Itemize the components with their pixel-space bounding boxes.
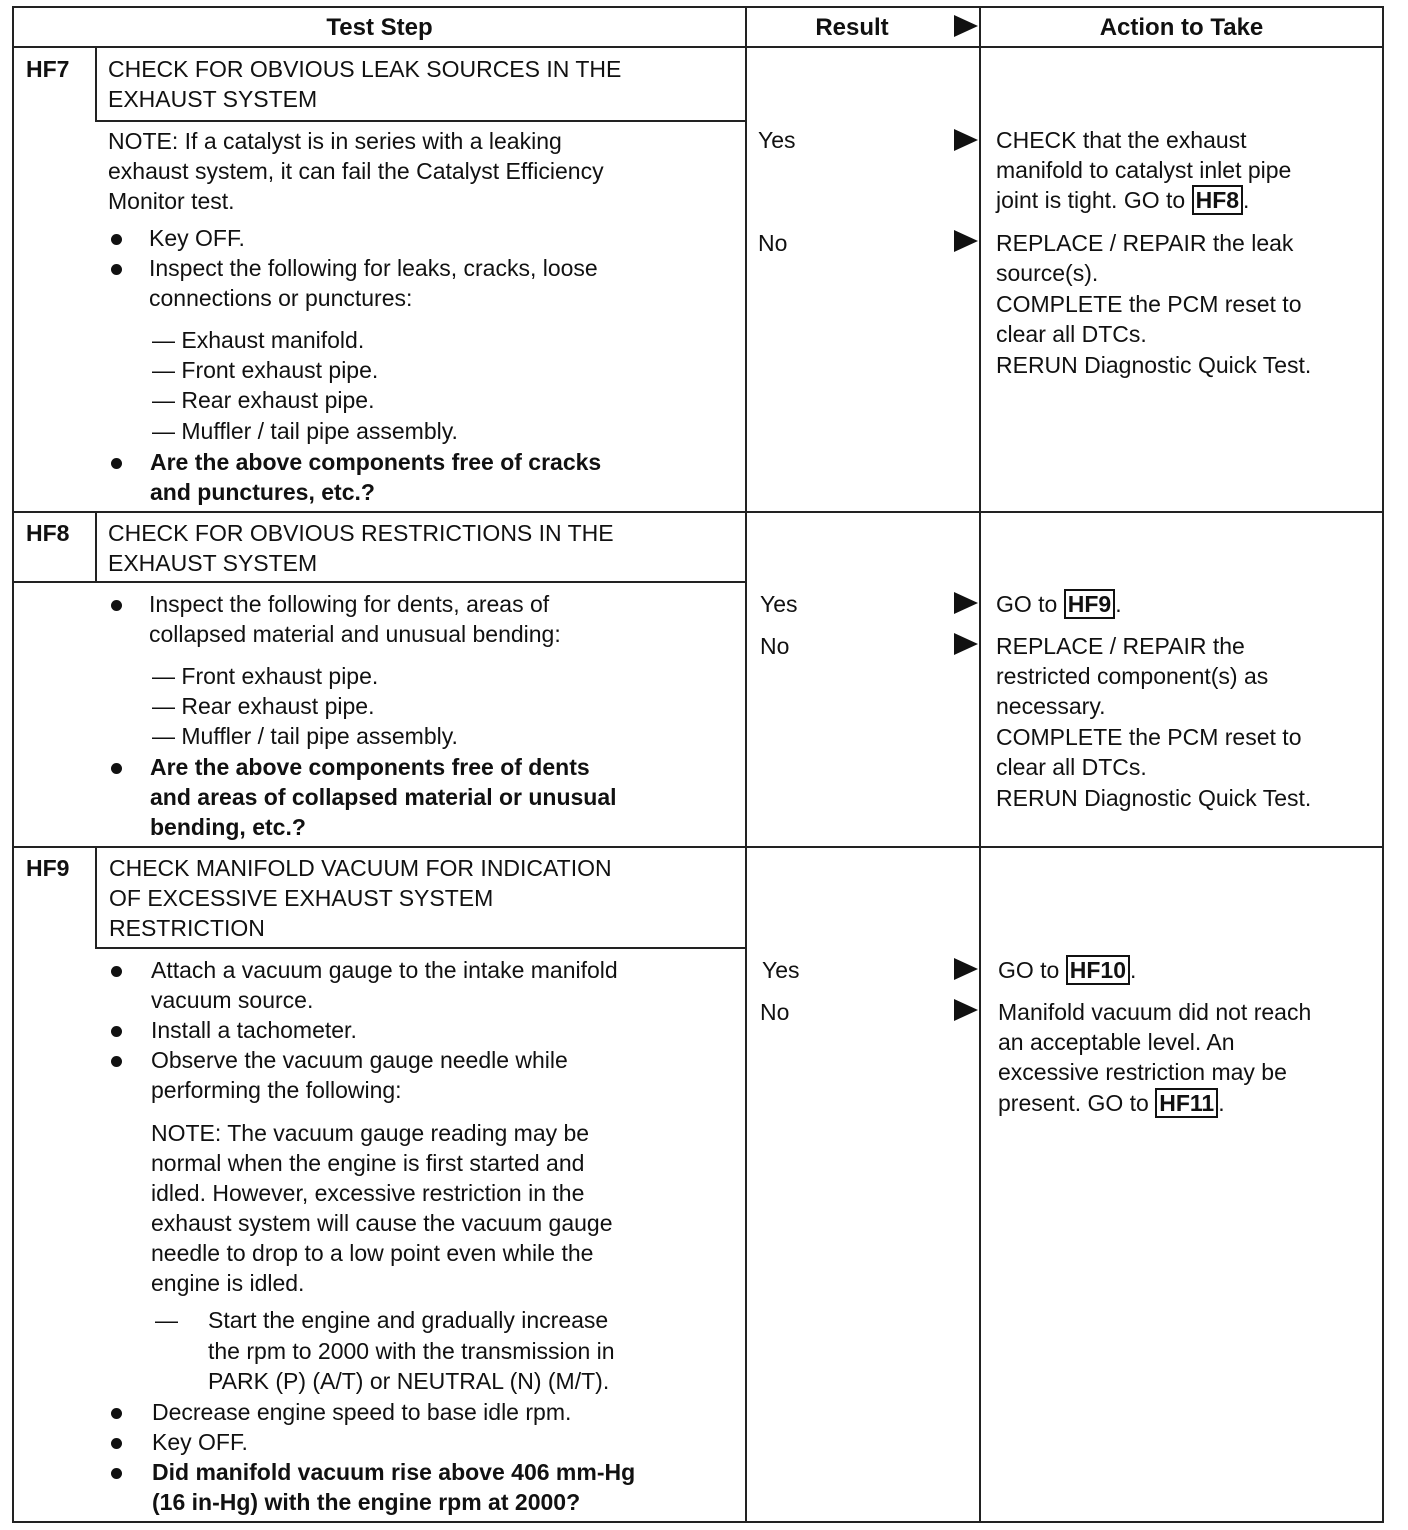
hf9-note-line-3: idled. However, excessive restriction in the (151, 1180, 585, 1206)
step-id-hf9: HF9 (26, 855, 70, 881)
result-arrow-icon (954, 999, 978, 1021)
result-arrow-icon (954, 592, 978, 614)
hf7-yes-action-2: manifold to catalyst inlet pipe (996, 157, 1292, 183)
hf8-id-divider (95, 511, 97, 582)
hf8-bullet-inspect-2: collapsed material and unusual bending: (149, 621, 561, 647)
hf7-note-line-1: NOTE: If a catalyst is in series with a leaking (108, 128, 562, 154)
result-arrow-icon (954, 230, 978, 252)
hf9-no-action-2: an acceptable level. An (998, 1029, 1235, 1055)
hf9-bullet-key-off: Key OFF. (152, 1429, 248, 1455)
table-border-bottom (12, 1521, 1384, 1523)
step-reference-hf11[interactable]: HF11 (1155, 1088, 1218, 1118)
hf7-dash-4: — Muffler / tail pipe assembly. (152, 418, 458, 444)
hf8-dash-3: — Muffler / tail pipe assembly. (152, 723, 458, 749)
hf9-title-line-1: CHECK MANIFOLD VACUUM FOR INDICATION (109, 855, 612, 881)
hf7-title-underline (95, 120, 747, 122)
hf8-question-1: Are the above components free of dents (150, 754, 590, 780)
hf9-note-line-4: exhaust system will cause the vacuum gauge (151, 1210, 613, 1236)
bullet-icon (111, 600, 122, 611)
hf8-question-2: and areas of collapsed material or unusual (150, 784, 617, 810)
hf8-question-3: bending, etc.? (150, 814, 306, 840)
bullet-icon (111, 1026, 122, 1037)
hf7-dash-3: — Rear exhaust pipe. (152, 387, 375, 413)
hf8-bullet-inspect-1: Inspect the following for dents, areas of (149, 591, 550, 617)
hf9-question-1: Did manifold vacuum rise above 406 mm-Hg (152, 1459, 636, 1485)
hf9-note-line-2: normal when the engine is first started and (151, 1150, 585, 1176)
hf7-title-line-2: EXHAUST SYSTEM (108, 86, 318, 112)
hf9-result-yes: Yes (762, 957, 800, 983)
bullet-icon (111, 1468, 122, 1479)
hf9-bullet-observe-1: Observe the vacuum gauge needle while (151, 1047, 568, 1073)
hf9-title-underline (95, 947, 747, 949)
hf8-title-line-2: EXHAUST SYSTEM (108, 550, 318, 576)
hf7-yes-action-1: CHECK that the exhaust (996, 127, 1247, 153)
hf7-yes-action-3: joint is tight. GO to HF8 . (996, 187, 1250, 213)
hf7-no-action-5: RERUN Diagnostic Quick Test. (996, 352, 1312, 378)
hf7-result-no: No (758, 230, 788, 256)
step-reference-hf8[interactable]: HF8 (1192, 185, 1243, 215)
hf9-bullet-attach-2: vacuum source. (151, 987, 314, 1013)
hf8-no-action-6: RERUN Diagnostic Quick Test. (996, 785, 1312, 811)
hf9-dash-line-3: PARK (P) (A/T) or NEUTRAL (N) (M/T). (208, 1368, 610, 1394)
hf7-question-1: Are the above components free of cracks (150, 449, 602, 475)
result-arrow-icon (954, 958, 978, 980)
hf9-no-action-3: excessive restriction may be (998, 1059, 1287, 1085)
row-divider-hf8 (12, 511, 1384, 513)
hf7-no-action-2: source(s). (996, 260, 1099, 286)
hf7-result-yes: Yes (758, 127, 796, 153)
step-id-hf7: HF7 (26, 56, 70, 82)
hf9-bullet-attach-1: Attach a vacuum gauge to the intake manifold (151, 957, 618, 983)
hf8-no-action-1: REPLACE / REPAIR the (996, 633, 1245, 659)
hf7-note-line-2: exhaust system, it can fail the Catalyst Efficiency (108, 158, 604, 184)
hf9-no-action-1: Manifold vacuum did not reach (998, 999, 1312, 1025)
result-arrow-icon (954, 15, 978, 37)
hf9-yes-action: GO to HF10 . (998, 957, 1137, 983)
hf7-bullet-inspect-1: Inspect the following for leaks, cracks, loose (149, 255, 598, 281)
hf8-title-line-1: CHECK FOR OBVIOUS RESTRICTIONS IN THE (108, 520, 614, 546)
bullet-icon (111, 1438, 122, 1449)
header-test-step: Test Step (326, 14, 433, 41)
bullet-icon (111, 763, 122, 774)
step-id-hf8: HF8 (26, 520, 70, 546)
hf9-note-line-5: needle to drop to a low point even while the (151, 1240, 594, 1266)
bullet-icon (111, 458, 122, 469)
bullet-icon (111, 234, 122, 245)
hf9-dash-mark: — (155, 1307, 178, 1333)
bullet-icon (111, 1056, 122, 1067)
hf9-dash-line-1: Start the engine and gradually increase (208, 1307, 609, 1333)
diagnostic-table (12, 6, 1384, 1523)
row-divider-hf9 (12, 846, 1384, 848)
hf9-title-line-3: RESTRICTION (109, 915, 265, 941)
hf8-title-underline (12, 581, 747, 583)
hf7-no-action-4: clear all DTCs. (996, 321, 1147, 347)
step-reference-hf9[interactable]: HF9 (1064, 589, 1115, 619)
hf8-no-action-4: COMPLETE the PCM reset to (996, 724, 1302, 750)
hf9-dash-line-2: the rpm to 2000 with the transmission in (208, 1338, 615, 1364)
hf8-no-action-2: restricted component(s) as (996, 663, 1269, 689)
table-border-left (12, 6, 14, 1523)
hf9-bullet-tachometer: Install a tachometer. (151, 1017, 357, 1043)
hf8-dash-2: — Rear exhaust pipe. (152, 693, 375, 719)
hf9-question-2: (16 in-Hg) with the engine rpm at 2000? (152, 1489, 581, 1515)
step-reference-hf10[interactable]: HF10 (1066, 955, 1130, 985)
hf9-no-action-4: present. GO to HF11 . (998, 1090, 1225, 1116)
hf8-no-action-3: necessary. (996, 693, 1106, 719)
hf7-no-action-1: REPLACE / REPAIR the leak (996, 230, 1294, 256)
hf7-dash-2: — Front exhaust pipe. (152, 357, 379, 383)
bullet-icon (111, 966, 122, 977)
table-border-right (1382, 6, 1384, 1523)
header-result: Result (815, 14, 889, 41)
hf8-no-action-5: clear all DTCs. (996, 754, 1147, 780)
hf7-no-action-3: COMPLETE the PCM reset to (996, 291, 1302, 317)
hf9-note-line-6: engine is idled. (151, 1270, 305, 1296)
hf8-result-no: No (760, 633, 790, 659)
hf7-note-line-3: Monitor test. (108, 188, 235, 214)
hf8-dash-1: — Front exhaust pipe. (152, 663, 379, 689)
hf8-yes-action: GO to HF9 . (996, 591, 1122, 617)
hf7-id-divider (95, 46, 97, 121)
hf7-question-2: and punctures, etc.? (150, 479, 375, 505)
hf7-dash-1: — Exhaust manifold. (152, 327, 365, 353)
hf9-bullet-decrease: Decrease engine speed to base idle rpm. (152, 1399, 572, 1425)
column-divider-result (745, 6, 747, 1523)
result-arrow-icon (954, 129, 978, 151)
header-action: Action to Take (1099, 14, 1264, 41)
result-arrow-icon (954, 633, 978, 655)
hf7-bullet-key-off: Key OFF. (149, 225, 245, 251)
hf9-note-line-1: NOTE: The vacuum gauge reading may be (151, 1120, 590, 1146)
hf9-title-line-2: OF EXCESSIVE EXHAUST SYSTEM (109, 885, 494, 911)
hf9-id-divider (95, 846, 97, 949)
bullet-icon (111, 1408, 122, 1419)
column-divider-action (979, 6, 981, 1523)
hf7-title-line-1: CHECK FOR OBVIOUS LEAK SOURCES IN THE (108, 56, 622, 82)
hf9-bullet-observe-2: performing the following: (151, 1077, 402, 1103)
hf7-bullet-inspect-2: connections or punctures: (149, 285, 413, 311)
bullet-icon (111, 264, 122, 275)
hf9-result-no: No (760, 999, 790, 1025)
hf8-result-yes: Yes (760, 591, 798, 617)
